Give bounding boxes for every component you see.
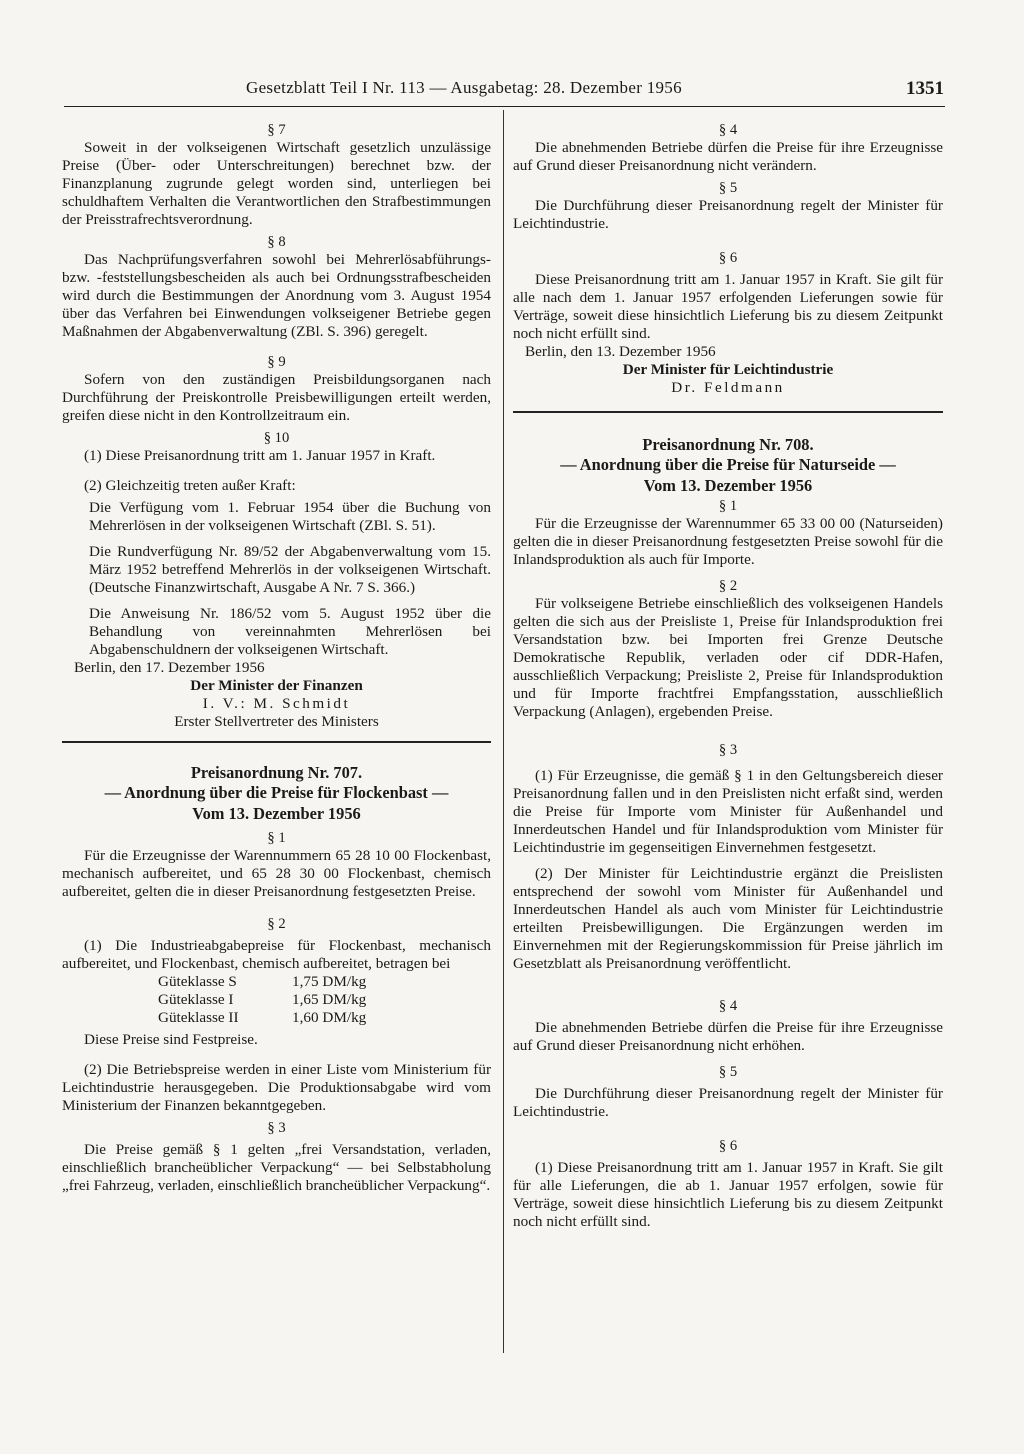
section-rule [513,411,943,413]
paragraph: Für die Erzeugnisse der Warennummern 65 28 10 00 Flockenbast, mechanisch aufbereitet, und 65 28 30 00 Flockenbast, chemisch aufbereitet, gelten die in dieser Preisanordnung festgesetzten Preise. [62,847,491,900]
page-number: 1351 [906,78,944,99]
signature-title: Der Minister der Finanzen [190,677,363,694]
section-heading: § 9 [267,354,286,370]
ordinance-title: Preisanordnung Nr. 708. [642,435,814,454]
signature-role: Erster Stellvertreter des Ministers [174,713,379,730]
signature-place-date: Berlin, den 17. Dezember 1956 [74,659,265,676]
paragraph: (2) Der Minister für Leichtindustrie ergänzt die Preislisten entsprechend der sowohl vom Minister für Außenhandel und Innerdeutschen Handel als auch vom Minister für Leichtindustrie erteilten Preisbewilligungen. Die Ergänzungen werden im Einvernehmen mit der Regierungskommission für Preise jährlich im Gesetzblatt als Preisanordnung veröffentlicht. [513,865,943,972]
section-heading: § 3 [267,1120,286,1136]
section-heading: § 1 [718,498,738,514]
paragraph: (1) Diese Preisanordnung tritt am 1. Januar 1957 in Kraft. [84,447,436,464]
ordinance-subtitle: — Anordnung über die Preise für Naturseide — [560,455,896,474]
price-value: 1,60 DM/kg [292,1009,367,1026]
paragraph: Das Nachprüfungsverfahren sowohl bei Mehrerlösabführungs- bzw. -feststellungsbescheiden als auch bei Ordnungsstrafbescheiden wird durch die Bestimmungen der Anordnung vom 3. August 1954 über das Verfahren bei Einwendungen volkseigener Betriebe gegen Maßnahmen der Abgabenverwaltung (ZBl. S. 396) geregelt. [62,251,491,340]
paragraph: Für volkseigene Betriebe einschließlich des volkseigenen Handels gelten die sich aus der Preisliste 1, Preise für Inlandsproduktion frei Versandstation bzw. bei Importen frei Grenze Deutsche Demokratische Republik, verladen oder cif DDR-Hafen, ausschließlich Verpackung; Preisliste 2, Preise für Inlandsproduktion und für Importe frachtfrei Empfangsstation, ausschließlich Verpackung (Anlagen), ergebenden Preise. [513,595,943,720]
section-heading: § 7 [267,122,286,138]
right-column [513,121,943,1231]
paragraph: (1) Die Industrieabgabepreise für Flockenbast, mechanisch aufbereitet, und Flockenbast, chemisch aufbereitet, betragen bei [62,937,491,972]
signature-title: Der Minister für Leichtindustrie [622,361,834,378]
paragraph: (1) Diese Preisanordnung tritt am 1. Januar 1957 in Kraft. Sie gilt für alle Lieferungen, die ab 1. Januar 1957 erfolgen, sowie für Verträge, soweit diese hinsichtlich Lieferung bis zu diesem Zeitpunkt noch nicht erfüllt sind. [513,1159,943,1230]
quality-class: Güteklasse II [158,1009,239,1026]
paragraph: Die abnehmenden Betriebe dürfen die Preise für ihre Erzeugnisse auf Grund dieser Preisanordnung nicht erhöhen. [513,1019,943,1054]
section-rule [62,741,491,743]
list-item: Die Verfügung vom 1. Februar 1954 über die Buchung von Mehrerlösen in der volkseigenen Wirtschaft (ZBl. S. 51). [89,499,491,534]
paragraph: Diese Preisanordnung tritt am 1. Januar 1957 in Kraft. Sie gilt für alle nach dem 1. Januar 1957 erfolgenden Lieferungen sowie für Verträge, soweit diese hinsichtlich Lieferung bis zu diesem Zeitpunkt noch nicht erfüllt sind. [513,271,943,342]
paragraph: Die Durchführung dieser Preisanordnung regelt der Minister für Leichtindustrie. [513,197,943,232]
section-heading: § 5 [718,1064,738,1080]
section-heading: § 1 [267,830,286,846]
paragraph: Die Durchführung dieser Preisanordnung regelt der Minister für Leichtindustrie. [513,1085,943,1120]
paragraph: (2) Gleichzeitig treten außer Kraft: [84,477,296,494]
paragraph: Für die Erzeugnisse der Warennummer 65 33 00 00 (Naturseiden) gelten die in dieser Preisanordnung festgesetzten Preise sowohl für die Inlandsproduktion als auch für Importe. [513,515,943,568]
paragraph: (2) Die Betriebspreise werden in einer Liste vom Ministerium für Leichtindustrie herausgegeben. Die Produktionsabgabe wird vom Ministerium der Finanzen bekanntgegeben. [62,1061,491,1114]
section-heading: § 2 [267,916,286,932]
list-item: Die Anweisung Nr. 186/52 vom 5. August 1952 über die Behandlung von vereinnahmten Mehrerlösen bei Abgabenschuldnern der volkseigenen Wirtschaft. [89,605,491,658]
paragraph: (1) Für Erzeugnisse, die gemäß § 1 in den Geltungsbereich dieser Preisanordnung fallen und in den Preislisten nicht erfaßt sind, werden die Preise für Importe vom Minister für Außenhandel und Innerdeutschen Handel und für Inlandsproduktion vom Minister für Leichtindustrie im gegenseitigen Einvernehmen festgesetzt. [513,767,943,856]
section-heading: § 10 [263,430,290,446]
quality-class: Güteklasse S [158,973,237,990]
section-heading: § 8 [267,234,286,250]
section-heading: § 6 [718,250,738,266]
table-row [158,973,366,991]
price-table [158,973,366,1027]
ordinance-date: Vom 13. Dezember 1956 [192,804,361,823]
left-column [62,121,491,1195]
paragraph: Die Preise gemäß § 1 gelten „frei Versandstation, verladen, einschließlich brancheüblicher Verpackung“ — bei Selbstabholung „frei Fahrzeug, verladen, einschließlich brancheüblicher Verpackung“. [62,1141,491,1194]
repealed-list [62,499,491,659]
signature-name: I. V.: M. Schmidt [202,695,351,712]
table-row [158,991,366,1009]
signature-name: Dr. Feldmann [671,379,785,396]
section-heading: § 4 [718,998,738,1014]
section-heading: § 2 [718,578,738,594]
column-divider [503,110,504,1353]
ordinance-date: Vom 13. Dezember 1956 [643,476,813,495]
table-row [158,1009,366,1027]
section-heading: § 4 [718,122,738,138]
quality-class: Güteklasse I [158,991,234,1008]
paragraph: Sofern von den zuständigen Preisbildungsorganen nach Durchführung der Preiskontrolle Preisbewilligungen erteilt werden, greifen diese nicht in den Kontrollzeitraum ein. [62,371,491,424]
list-item: Die Rundverfügung Nr. 89/52 der Abgabenverwaltung vom 15. März 1952 betreffend Mehrerlös in der volkseigenen Wirtschaft. (Deutsche Finanzwirtschaft, Ausgabe A Nr. 7 S. 366.) [89,543,491,596]
ordinance-subtitle: — Anordnung über die Preise für Flockenbast — [104,783,449,802]
paragraph: Soweit in der volkseigenen Wirtschaft gesetzlich unzulässige Preise (Über- oder Unterschreitungen) berechnet bzw. der Finanzplanung zugrunde gelegt worden sind, unterliegen bei schuldhaftem Verhalten die Verantwortlichen den Strafbestimmungen der Preisstrafrechtsverordnung. [62,139,491,228]
header-title: Gesetzblatt Teil I Nr. 113 — Ausgabetag: 28. Dezember 1956 [246,78,682,97]
ordinance-title: Preisanordnung Nr. 707. [190,763,363,782]
price-value: 1,75 DM/kg [292,973,367,990]
section-heading: § 6 [718,1138,738,1154]
page-header [64,78,944,102]
paragraph: Die abnehmenden Betriebe dürfen die Preise für ihre Erzeugnisse auf Grund dieser Preisanordnung nicht verändern. [513,139,943,174]
paragraph: Diese Preise sind Festpreise. [84,1031,258,1048]
signature-place-date: Berlin, den 13. Dezember 1956 [525,343,716,360]
section-heading: § 3 [718,742,738,758]
section-heading: § 5 [718,180,738,196]
price-value: 1,65 DM/kg [292,991,367,1008]
header-rule [64,106,945,107]
